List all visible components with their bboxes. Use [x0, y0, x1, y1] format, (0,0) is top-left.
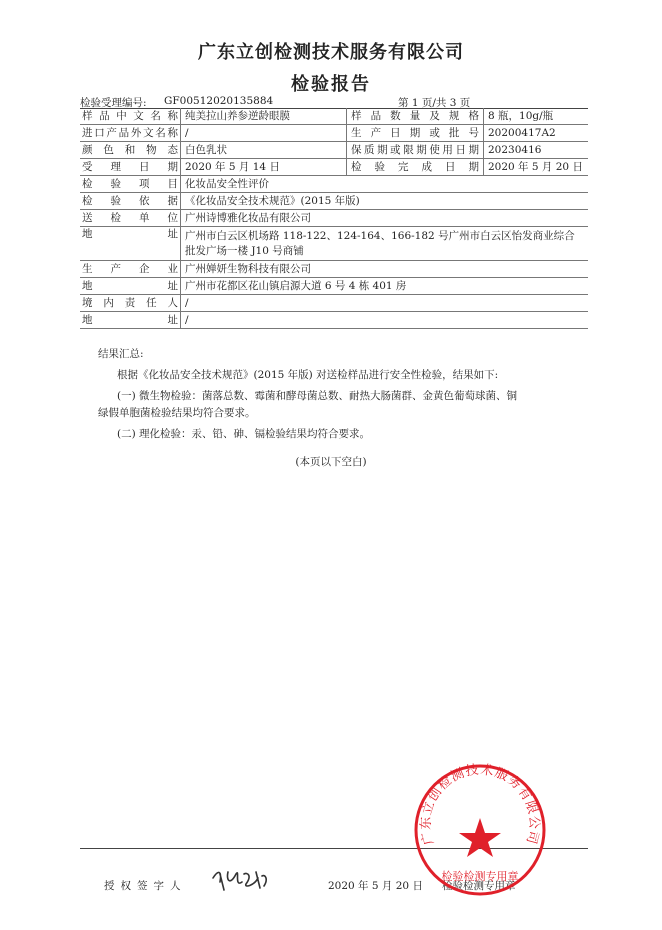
- sender-value: 广州诗博雅化妆品有限公司: [181, 210, 589, 227]
- table-row: [80, 261, 588, 278]
- shelf-value: 20230416: [484, 142, 589, 159]
- table-row: [80, 193, 588, 210]
- table-row: [80, 108, 588, 125]
- chem-result: (二) 理化检验：汞、铅、砷、镉检验结果均符合要求。: [117, 428, 371, 440]
- quantity-value: 8 瓶，10g/瓶: [484, 108, 589, 125]
- report-number-label: 检验受理编号:: [80, 97, 147, 109]
- product-foreign-label: 进口产品外文名称: [82, 126, 178, 139]
- product-cn-label: 样品中文名称: [82, 109, 178, 122]
- finish-date-label: 检验完成日期: [351, 160, 479, 173]
- accept-date-value: 2020 年 5 月 14 日: [181, 159, 347, 176]
- sign-date: 2020 年 5 月 20 日: [328, 880, 423, 892]
- color-value: 白色乳状: [181, 142, 347, 159]
- table-row: [80, 125, 588, 142]
- table-row: [80, 278, 588, 295]
- summary-heading: 结果汇总:: [98, 348, 144, 360]
- report-title: 检验报告: [291, 74, 371, 95]
- address-label: 地址: [82, 228, 178, 240]
- product-cn-value: 纯美拉山养参逆龄眼膜: [181, 108, 347, 125]
- handwritten-signature: [210, 864, 272, 894]
- product-foreign-value: /: [181, 125, 347, 142]
- color-label: 颜色和物态: [82, 143, 178, 156]
- table-row: [80, 176, 588, 193]
- finish-date-value: 2020 年 5 月 20 日: [484, 159, 589, 176]
- seal-sub-text: 检验检测专用章: [441, 870, 519, 883]
- company-name: 广东立创检测技术服务有限公司: [198, 42, 464, 63]
- batch-value: 20200417A2: [484, 125, 589, 142]
- table-row: [80, 159, 588, 176]
- seal-caption: 检验检测专用章: [442, 880, 516, 892]
- info-table: [80, 108, 588, 329]
- address-value: 广州市白云区机场路 118-122、124-164、166-182 号广州市白云区怡发商业综合批发广场一楼 J10 号商铺: [181, 227, 589, 261]
- quantity-label: 样品数量及规格: [351, 109, 479, 122]
- producer-label: 生产企业: [82, 262, 178, 275]
- table-row: [80, 210, 588, 227]
- producer-address-label: 地址: [82, 279, 178, 292]
- accept-date-label: 受理日期: [82, 160, 178, 173]
- table-row: [80, 295, 588, 312]
- domestic-address-value: /: [181, 312, 589, 329]
- basis-label: 检验依据: [82, 194, 178, 207]
- item-label: 检验项目: [82, 177, 178, 190]
- page-indicator: 第 1 页/共 3 页: [398, 97, 471, 109]
- official-seal: [412, 762, 548, 898]
- signer-label: 授权签字人: [104, 880, 187, 892]
- batch-label: 生产日期或批号: [351, 126, 479, 139]
- domestic-value: /: [181, 295, 589, 312]
- producer-address-value: 广州市花都区花山镇启源大道 6 号 4 栋 401 房: [181, 278, 589, 295]
- shelf-label: 保质期或限期使用日期: [351, 143, 479, 156]
- table-row: [80, 312, 588, 329]
- domestic-address-label: 地址: [82, 313, 178, 326]
- sender-label: 送检单位: [82, 211, 178, 224]
- micro-result-line2: 绿假单胞菌检验结果均符合要求。: [98, 407, 256, 419]
- micro-result-line1: (一) 微生物检验：菌落总数、霉菌和酵母菌总数、耐热大肠菌群、金黄色葡萄球菌、铜: [117, 390, 518, 402]
- table-row: [80, 142, 588, 159]
- report-number: GF00512020135884: [164, 95, 274, 107]
- domestic-label: 境内责任人: [82, 296, 178, 309]
- summary-intro: 根据《化妆品安全技术规范》(2015 年版) 对送检样品进行安全性检验，结果如下:: [117, 369, 499, 381]
- seal-text: 广东立创检测技术服务有限公司: [418, 762, 542, 847]
- basis-value: 《化妆品安全技术规范》(2015 年版): [181, 193, 589, 210]
- blank-notice: (本页以下空白): [295, 456, 367, 468]
- table-row: [80, 227, 588, 261]
- item-value: 化妆品安全性评价: [181, 176, 589, 193]
- producer-value: 广州婵妍生物科技有限公司: [181, 261, 589, 278]
